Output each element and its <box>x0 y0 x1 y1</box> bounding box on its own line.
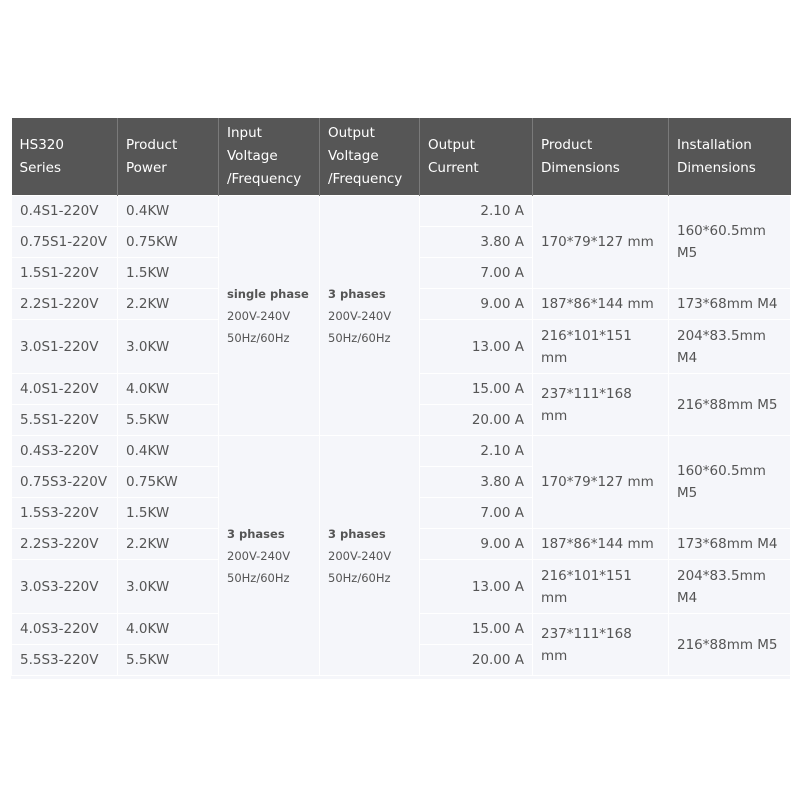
spec-table <box>11 118 791 676</box>
model-cell: 5.5S1-220V <box>12 405 118 436</box>
product-dims-cell: 187*86*144 mm <box>533 529 669 560</box>
header-product-dims: Product Dimensions <box>533 118 669 196</box>
current-cell: 15.00 A <box>420 374 533 405</box>
current-cell: 2.10 A <box>420 436 533 467</box>
input-phase-title: single phase <box>227 286 309 301</box>
power-cell: 0.4KW <box>118 436 219 467</box>
table-row <box>12 196 791 227</box>
power-cell: 0.75KW <box>118 467 219 498</box>
power-cell: 0.75KW <box>118 227 219 258</box>
current-cell: 9.00 A <box>420 289 533 320</box>
current-cell: 7.00 A <box>420 498 533 529</box>
install-dims-cell: 216*88mm M5 <box>669 614 791 676</box>
power-cell: 1.5KW <box>118 258 219 289</box>
model-cell: 1.5S1-220V <box>12 258 118 289</box>
input-voltage: 200V-240V <box>227 308 291 323</box>
model-cell: 0.4S3-220V <box>12 436 118 467</box>
product-dims-cell: 237*111*168 mm <box>533 374 669 436</box>
output-cell <box>320 436 420 676</box>
power-cell: 4.0KW <box>118 614 219 645</box>
current-cell: 20.00 A <box>420 645 533 676</box>
input-voltage: 200V-240V <box>227 548 291 563</box>
current-cell: 15.00 A <box>420 614 533 645</box>
header-output: Output Voltage /Frequency <box>320 118 420 196</box>
input-phase-title: 3 phases <box>227 526 285 541</box>
header-current: Output Current <box>420 118 533 196</box>
input-cell <box>219 436 320 676</box>
current-cell: 13.00 A <box>420 560 533 614</box>
current-cell: 13.00 A <box>420 320 533 374</box>
model-cell: 3.0S3-220V <box>12 560 118 614</box>
current-cell: 9.00 A <box>420 529 533 560</box>
power-cell: 2.2KW <box>118 289 219 320</box>
model-cell: 4.0S3-220V <box>12 614 118 645</box>
model-cell: 2.2S1-220V <box>12 289 118 320</box>
output-voltage: 200V-240V <box>328 548 392 563</box>
table-row <box>12 436 791 467</box>
install-dims-cell: 160*60.5mm M5 <box>669 196 791 289</box>
model-cell: 2.2S3-220V <box>12 529 118 560</box>
product-dims-cell: 216*101*151 mm <box>533 320 669 374</box>
output-voltage: 200V-240V <box>328 308 392 323</box>
model-cell: 0.75S1-220V <box>12 227 118 258</box>
current-cell: 2.10 A <box>420 196 533 227</box>
install-dims-cell: 204*83.5mm M4 <box>669 560 791 614</box>
model-cell: 1.5S3-220V <box>12 498 118 529</box>
output-phase-title: 3 phases <box>328 286 386 301</box>
power-cell: 3.0KW <box>118 320 219 374</box>
install-dims-cell: 160*60.5mm M5 <box>669 436 791 529</box>
power-cell: 0.4KW <box>118 196 219 227</box>
header-power: Product Power <box>118 118 219 196</box>
power-cell: 2.2KW <box>118 529 219 560</box>
model-cell: 3.0S1-220V <box>12 320 118 374</box>
output-frequency: 50Hz/60Hz <box>328 570 391 585</box>
model-cell: 0.75S3-220V <box>12 467 118 498</box>
product-dims-cell: 187*86*144 mm <box>533 289 669 320</box>
output-frequency: 50Hz/60Hz <box>328 330 391 345</box>
current-cell: 3.80 A <box>420 227 533 258</box>
install-dims-cell: 216*88mm M5 <box>669 374 791 436</box>
power-cell: 4.0KW <box>118 374 219 405</box>
product-dims-cell: 237*111*168 mm <box>533 614 669 676</box>
install-dims-cell: 173*68mm M4 <box>669 289 791 320</box>
current-cell: 20.00 A <box>420 405 533 436</box>
power-cell: 5.5KW <box>118 405 219 436</box>
model-cell: 4.0S1-220V <box>12 374 118 405</box>
install-dims-cell: 173*68mm M4 <box>669 529 791 560</box>
header-input: Input Voltage /Frequency <box>219 118 320 196</box>
power-cell: 3.0KW <box>118 560 219 614</box>
input-cell <box>219 196 320 436</box>
header-install-dims: Installation Dimensions <box>669 118 791 196</box>
output-phase-title: 3 phases <box>328 526 386 541</box>
product-dims-cell: 170*79*127 mm <box>533 196 669 289</box>
output-cell <box>320 196 420 436</box>
input-frequency: 50Hz/60Hz <box>227 570 290 585</box>
power-cell: 5.5KW <box>118 645 219 676</box>
header-row <box>12 118 791 196</box>
header-series: HS320 Series <box>12 118 118 196</box>
model-cell: 0.4S1-220V <box>12 196 118 227</box>
current-cell: 3.80 A <box>420 467 533 498</box>
product-dims-cell: 170*79*127 mm <box>533 436 669 529</box>
table-bottom-edge <box>11 676 790 679</box>
power-cell: 1.5KW <box>118 498 219 529</box>
model-cell: 5.5S3-220V <box>12 645 118 676</box>
product-dims-cell: 216*101*151 mm <box>533 560 669 614</box>
input-frequency: 50Hz/60Hz <box>227 330 290 345</box>
spec-table-container <box>11 118 790 679</box>
install-dims-cell: 204*83.5mm M4 <box>669 320 791 374</box>
current-cell: 7.00 A <box>420 258 533 289</box>
